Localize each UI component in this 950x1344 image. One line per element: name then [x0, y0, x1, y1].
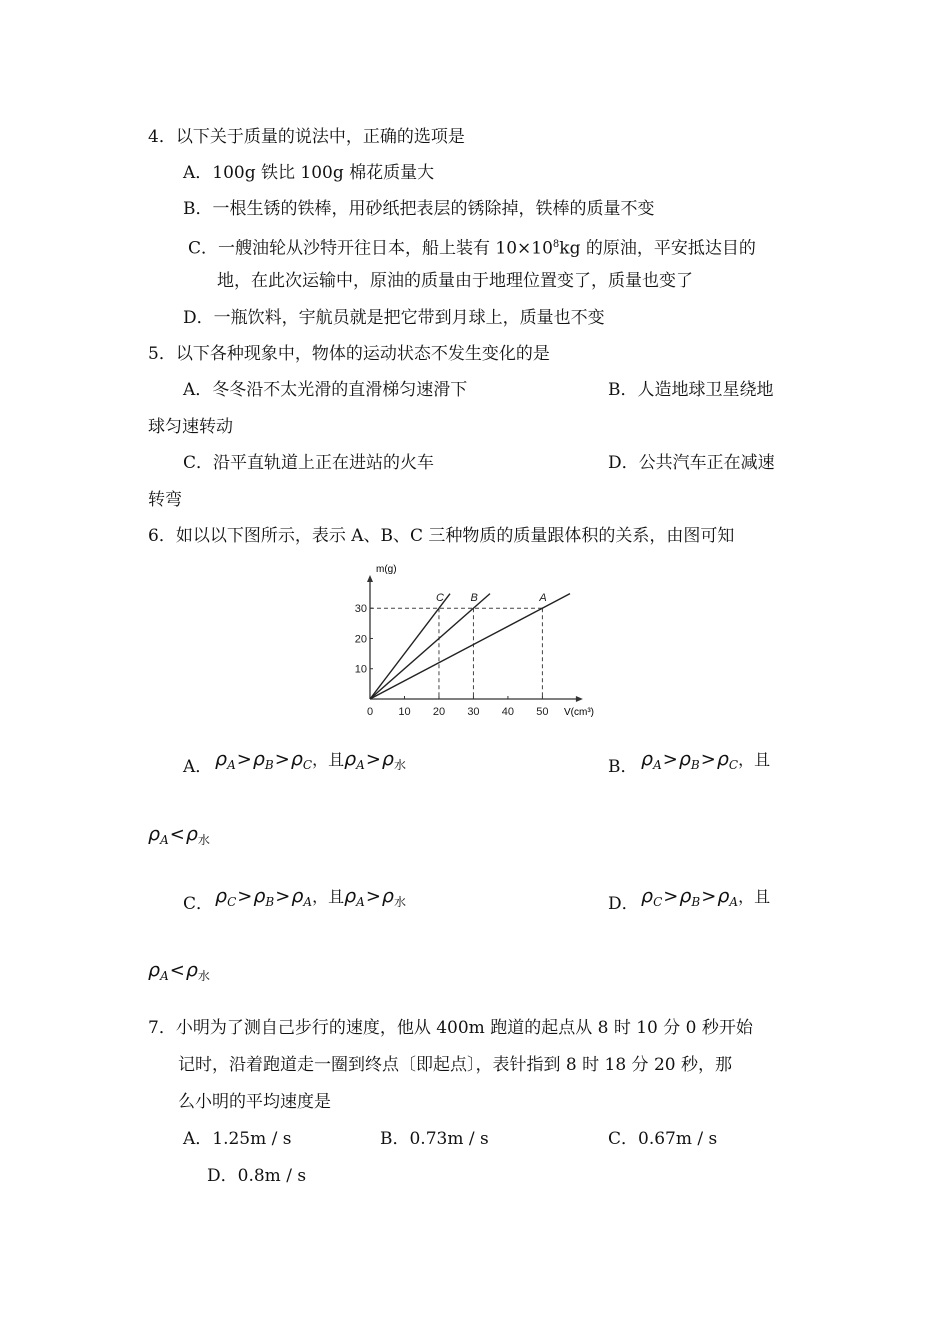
- q6-stem: 6．如以以下图所示，表示 A、B、C 三种物质的质量跟体积的关系，由图可知: [148, 526, 735, 546]
- q6-option-c: [183, 893, 213, 915]
- q6-option-b-label: B．: [608, 757, 638, 777]
- y-axis-arrow: [367, 575, 373, 582]
- q7-stem-line1: 7．小明为了测自己步行的速度，他从 400m 跑道的起点从 8 时 10 分 0 秒开始: [148, 1018, 753, 1038]
- q6-option-c-formula: $\rho_C>\rho_B>\rho_A$，且$\rho_A>\rho_水$: [215, 885, 406, 909]
- q4-stem: 4．以下关于质量的说法中，正确的选项是: [148, 127, 465, 147]
- q7-option-c: C．0.67m / s: [608, 1129, 718, 1149]
- q7-option-a: A．1.25m / s: [183, 1129, 292, 1149]
- q6-option-d-cont: $\rho_A<\rho_水$: [148, 959, 210, 983]
- q5-option-c: C．沿平直轨道上正在进站的火车: [183, 453, 435, 473]
- q6-option-b-cont: $\rho_A<\rho_水$: [148, 823, 210, 847]
- q7-stem-line3: 么小明的平均速度是: [178, 1092, 331, 1112]
- x-axis-arrow: [576, 696, 583, 702]
- x-tick-label-0: 0: [366, 706, 374, 718]
- x-tick-label-40: 40: [501, 706, 515, 718]
- q7-stem-line2: 记时，沿着跑道走一圈到终点〔即起点〕，表针指到 8 时 18 分 20 秒，那: [178, 1055, 733, 1075]
- q6-option-d-label: D．: [608, 894, 639, 914]
- q4-option-c: [188, 234, 756, 260]
- series-label-b: B: [470, 592, 478, 605]
- q7-option-b: B．0.73m / s: [380, 1129, 489, 1149]
- mass-volume-graph: [345, 558, 610, 723]
- q4-option-d: D．一瓶饮料，宇航员就是把它带到月球上，质量也不变: [183, 308, 605, 328]
- graph-x-label: V(cm³): [564, 707, 594, 718]
- x-tick-label-50: 50: [536, 706, 549, 718]
- q5-option-a: A．冬冬沿不太光滑的直滑梯匀速滑下: [183, 380, 468, 400]
- q6-option-a-formula: $\rho_A>\rho_B>\rho_C$，且$\rho_A>\rho_水$: [215, 748, 406, 772]
- q6-option-c-label: C．: [183, 894, 214, 914]
- q4-option-c-pre: C．一艘油轮从沙特开往日本，船上装有 10×10: [188, 238, 553, 259]
- q5-option-b: B．人造地球卫星绕地: [608, 380, 774, 400]
- x-tick-label-20: 20: [432, 706, 446, 718]
- q6-option-b: [608, 756, 638, 778]
- q6-option-d-formula: $\rho_C>\rho_B>\rho_A$，且: [641, 885, 771, 909]
- q5-option-d: D．公共汽车正在减速: [608, 453, 775, 473]
- series-line-c: [370, 594, 450, 699]
- x-tick-label-10: 10: [398, 706, 411, 718]
- x-tick-label-30: 30: [467, 706, 480, 718]
- q7-option-d: D．0.8m / s: [207, 1166, 307, 1186]
- y-tick-label-20: 20: [354, 633, 367, 646]
- q4-option-b: B．一根生锈的铁棒，用砂纸把表层的锈除掉，铁棒的质量不变: [183, 199, 655, 219]
- y-tick-label-10: 10: [354, 663, 367, 676]
- series-label-c: C: [435, 592, 444, 605]
- series-line-a: [370, 594, 570, 699]
- q6-option-d: [608, 893, 639, 915]
- q6-option-a: [183, 756, 212, 778]
- q4-option-c-post: kg 的原油，平安抵达目的: [559, 238, 756, 259]
- graph-y-label: m(g): [376, 564, 397, 575]
- q4-option-a: A．100g 铁比 100g 棉花质量大: [183, 163, 435, 183]
- q6-option-b-formula: $\rho_A>\rho_B>\rho_C$，且: [641, 748, 771, 772]
- series-line-b: [370, 594, 490, 699]
- y-tick-label-30: 30: [354, 603, 367, 616]
- q4-option-c-exp: 8: [552, 239, 560, 250]
- series-label-a: A: [539, 592, 547, 605]
- q4-option-c-line2: 地，在此次运输中，原油的质量由于地理位置变了，质量也变了: [217, 271, 693, 291]
- q5-option-b-cont: 球匀速转动: [148, 417, 233, 437]
- q6-option-a-label: A．: [183, 757, 213, 777]
- q5-stem: 5．以下各种现象中，物体的运动状态不发生变化的是: [148, 344, 550, 364]
- q5-option-d-cont: 转弯: [148, 490, 182, 510]
